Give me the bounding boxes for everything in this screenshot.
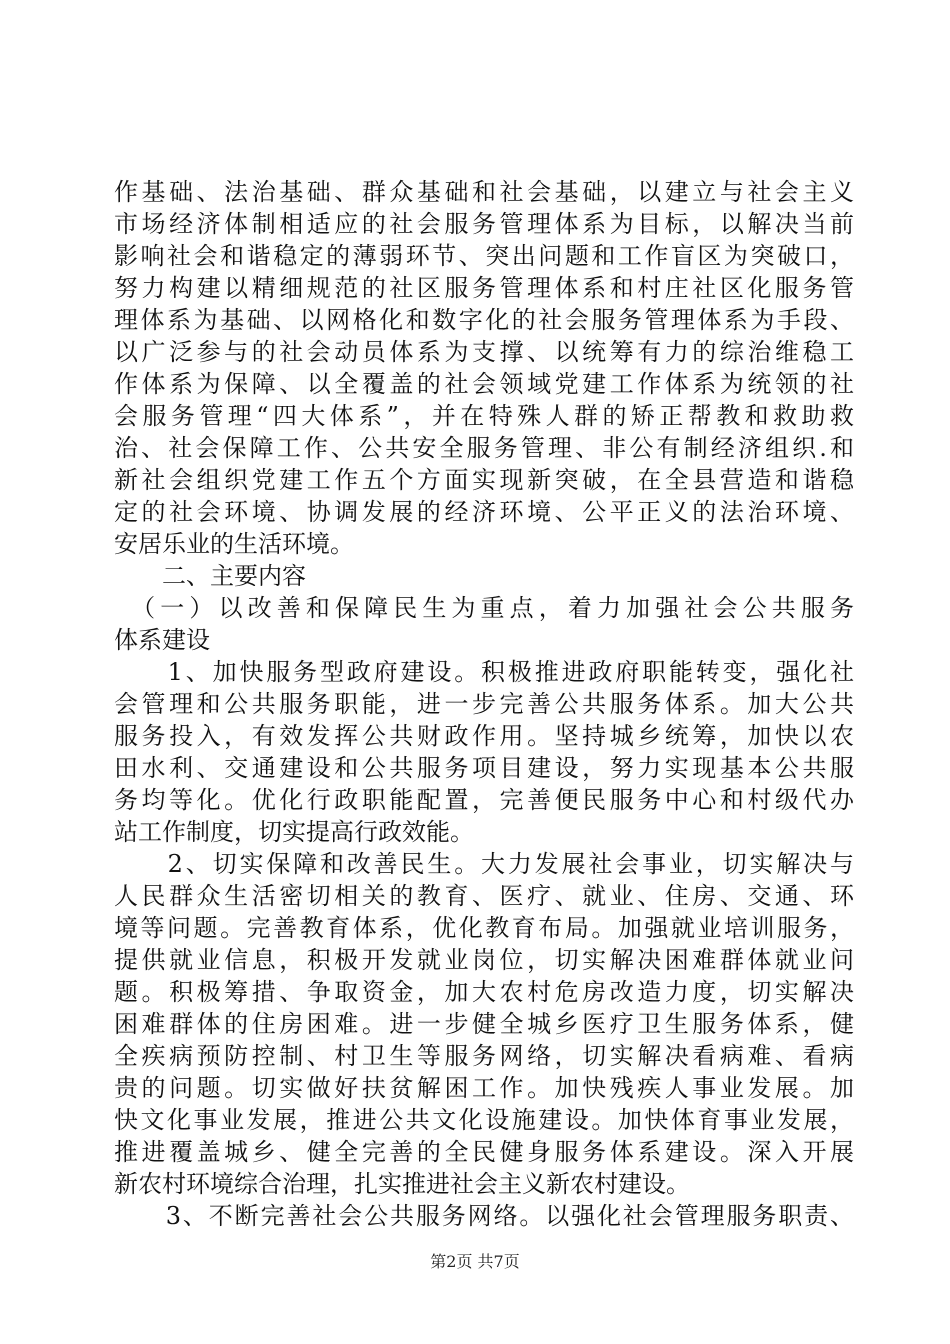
subsection-heading: 体系建设 <box>114 626 210 654</box>
text-line: 作体系为保障、以全覆盖的社会领域党建工作体系为统领的社 <box>114 370 854 398</box>
text-line: 影响社会和谐稳定的薄弱环节、突出问题和工作盲区为突破口， <box>114 242 854 270</box>
text-line: 努力构建以精细规范的社区服务管理体系和村庄社区化服务管 <box>114 274 854 302</box>
text-line: 提供就业信息，积极开发就业岗位，切实解决困难群体就业问 <box>114 946 854 974</box>
text-line: 推进覆盖城乡、健全完善的全民健身服务体系建设。深入开展 <box>114 1138 854 1166</box>
text-line: 理体系为基础、以网格化和数字化的社会服务管理体系为手段、 <box>114 306 854 334</box>
text-line: 定的社会环境、协调发展的经济环境、公平正义的法治环境、 <box>114 498 854 526</box>
text-line: 会服务管理“四大体系”，并在特殊人群的矫正帮教和救助救 <box>114 402 854 430</box>
text-line: 困难群体的住房困难。进一步健全城乡医疗卫生服务体系，健 <box>114 1010 854 1038</box>
text-line: 安居乐业的生活环境。 <box>114 530 354 558</box>
text-line: 3、不断完善社会公共服务网络。以强化社会管理服务职责、 <box>114 1202 854 1230</box>
text-line: 市场经济体制相适应的社会服务管理体系为目标，以解决当前 <box>114 210 854 238</box>
text-line: 人民群众生活密切相关的教育、医疗、就业、住房、交通、环 <box>114 882 854 910</box>
text-line: 境等问题。完善教育体系，优化教育布局。加强就业培训服务， <box>114 914 854 942</box>
text-line: 新社会组织党建工作五个方面实现新突破，在全县营造和谐稳 <box>114 466 854 494</box>
text-line: 治、社会保障工作、公共安全服务管理、非公有制经济组织.和 <box>114 434 854 462</box>
text-line: 田水利、交通建设和公共服务项目建设，努力实现基本公共服 <box>114 754 854 782</box>
text-line: 全疾病预防控制、村卫生等服务网络，切实解决看病难、看病 <box>114 1042 854 1070</box>
text-line: 贵的问题。切实做好扶贫解困工作。加快残疾人事业发展。加 <box>114 1074 854 1102</box>
text-line: 以广泛参与的社会动员体系为支撑、以统筹有力的综治维稳工 <box>114 338 854 366</box>
text-line: 作基础、法治基础、群众基础和社会基础，以建立与社会主义 <box>114 178 854 206</box>
text-line: 会管理和公共服务职能，进一步完善公共服务体系。加大公共 <box>114 690 854 718</box>
text-line: 新农村环境综合治理，扎实推进社会主义新农村建设。 <box>114 1170 690 1198</box>
text-line: 站工作制度，切实提高行政效能。 <box>114 818 474 846</box>
body-text <box>114 176 854 1232</box>
text-line: 快文化事业发展，推进公共文化设施建设。加快体育事业发展， <box>114 1106 854 1134</box>
text-line: 题。积极筹措、争取资金，加大农村危房改造力度，切实解决 <box>114 978 854 1006</box>
subsection-heading: （一）以改善和保障民生为重点，着力加强社会公共服务 <box>114 594 854 622</box>
text-line: 1、加快服务型政府建设。积极推进政府职能转变，强化社 <box>114 658 854 686</box>
page-footer: 第2页 共7页 <box>430 1252 520 1271</box>
text-line: 务均等化。优化行政职能配置，完善便民服务中心和村级代办 <box>114 786 854 814</box>
text-line: 2、切实保障和改善民生。大力发展社会事业，切实解决与 <box>114 850 854 878</box>
section-heading: 二、主要内容 <box>114 562 306 590</box>
text-line: 服务投入，有效发挥公共财政作用。坚持城乡统筹，加快以农 <box>114 722 854 750</box>
